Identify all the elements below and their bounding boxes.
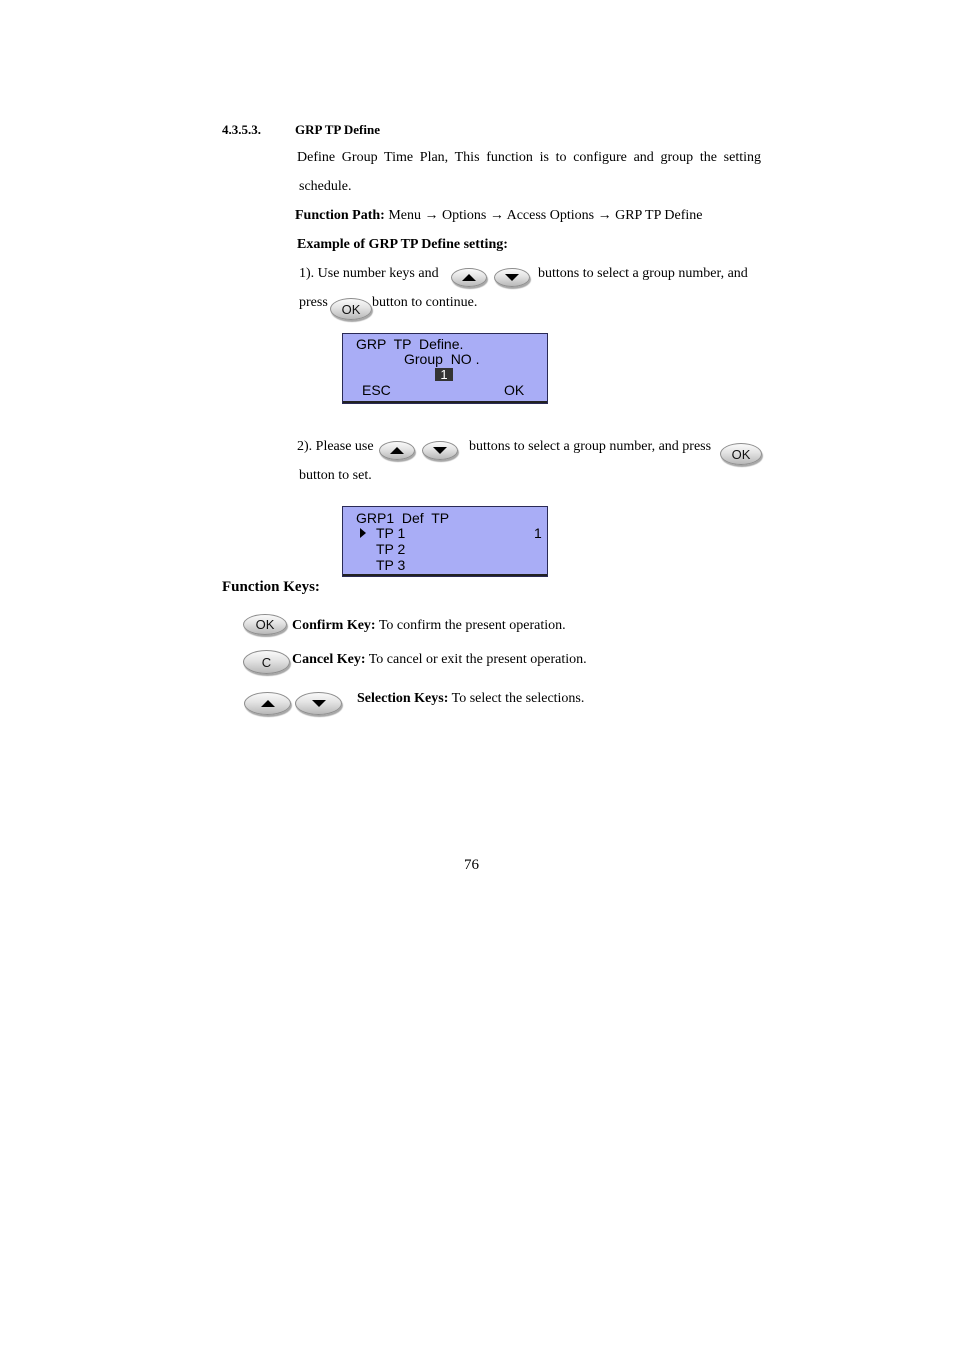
- confirm-key-button[interactable]: [243, 614, 287, 635]
- confirm-key-title: Confirm Key:: [292, 618, 376, 633]
- step1-text-a: 1). Use number keys and: [299, 266, 439, 281]
- function-path: [295, 208, 702, 224]
- up-arrow-icon: [462, 274, 476, 281]
- function-path-step: Options: [442, 208, 487, 223]
- list-item-value: 1: [534, 525, 542, 541]
- esc-softkey[interactable]: ESC: [362, 382, 391, 398]
- function-path-step: Menu: [388, 208, 422, 223]
- cancel-key-title: Cancel Key:: [292, 652, 366, 667]
- arrow-right-icon: →: [597, 208, 612, 223]
- intro-line-1: Define Group Time Plan, This function is to configure and group the setting: [297, 150, 761, 165]
- down-arrow-icon: [433, 447, 447, 454]
- section-title: GRP TP Define: [295, 122, 380, 137]
- selection-key-description: [357, 691, 584, 707]
- confirm-key-description: [292, 618, 566, 634]
- up-key-button[interactable]: [451, 268, 487, 287]
- confirm-key-label: OK: [255, 617, 275, 632]
- step1-text-c: press: [299, 295, 328, 310]
- section-number: 4.3.5.3.: [222, 122, 261, 137]
- confirm-key-text: To confirm the present operation.: [378, 618, 566, 633]
- lcd-screen-grp-def-tp: [342, 506, 548, 577]
- list-item[interactable]: TP 3: [376, 557, 406, 573]
- list-item[interactable]: TP 1: [376, 525, 406, 541]
- arrow-right-icon: →: [489, 208, 504, 223]
- screen-title: GRP TP Define.: [356, 336, 464, 352]
- cancel-key-text: To cancel or exit the present operation.: [368, 652, 587, 667]
- step1-text-b: buttons to select a group number, and: [538, 266, 748, 281]
- up-arrow-icon: [261, 700, 275, 707]
- intro-line-2: schedule.: [299, 179, 352, 194]
- function-keys-heading: Function Keys:: [222, 579, 320, 595]
- screen-title: GRP1 Def TP: [356, 510, 450, 526]
- function-path-label: Function Path:: [295, 208, 385, 223]
- up-arrow-icon: [390, 447, 404, 454]
- arrow-right-icon: →: [424, 208, 439, 223]
- down-selection-key-button[interactable]: [295, 692, 342, 715]
- step2-text-c: button to set.: [299, 468, 372, 483]
- step1-text-d: button to continue.: [372, 295, 478, 310]
- function-path-step: GRP TP Define: [615, 208, 703, 223]
- down-key-button[interactable]: [494, 268, 530, 287]
- ok-key-label: OK: [731, 446, 751, 462]
- up-selection-key-button[interactable]: [244, 692, 291, 715]
- step2-text-b: buttons to select a group number, and press: [469, 439, 712, 454]
- ok-softkey[interactable]: OK: [504, 382, 525, 398]
- down-key-button[interactable]: [422, 441, 458, 460]
- function-path-step: Access Options: [506, 208, 595, 223]
- lcd-screen-group-no: [342, 333, 548, 404]
- step2-text-a: 2). Please use: [297, 439, 374, 454]
- cancel-key-description: [292, 652, 587, 668]
- selection-key-text: To select the selections.: [451, 691, 585, 706]
- list-item[interactable]: TP 2: [376, 541, 406, 557]
- ok-key-label: OK: [341, 301, 361, 317]
- down-arrow-icon: [312, 700, 326, 707]
- down-arrow-icon: [505, 274, 519, 281]
- ok-key-button[interactable]: [720, 443, 762, 465]
- example-heading: Example of GRP TP Define setting:: [297, 237, 508, 252]
- selection-pointer-icon: [360, 528, 366, 538]
- page-number: 76: [464, 857, 479, 873]
- selection-key-title: Selection Keys:: [357, 691, 449, 706]
- cancel-key-label: C: [261, 654, 272, 670]
- group-number-value[interactable]: 1: [435, 368, 453, 381]
- cancel-key-button[interactable]: [243, 650, 290, 674]
- up-key-button[interactable]: [379, 441, 415, 460]
- ok-key-button[interactable]: [330, 298, 372, 320]
- screen-subtitle: Group NO .: [404, 351, 480, 367]
